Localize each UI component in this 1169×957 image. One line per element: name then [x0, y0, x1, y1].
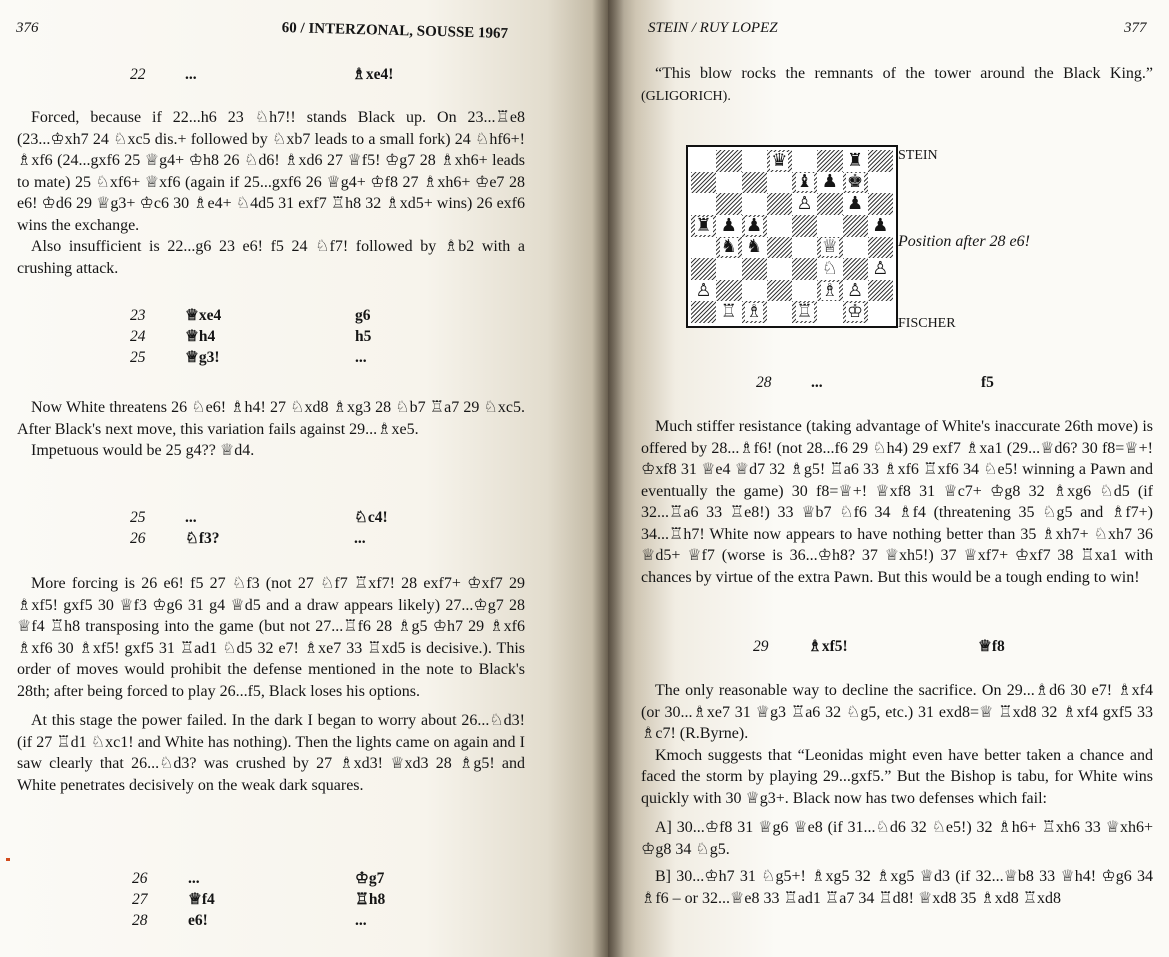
move-block-25 [0, 507, 600, 549]
white-move: ♘f3? [185, 530, 220, 547]
chess-piece: ♟ [720, 214, 737, 236]
paragraph: More forcing is 26 e6! f5 27 ♘f3 (not 27 ♘f7 ♖xf7! 28 exf7+ ♔xf7 29 ♗xf5! gxf5 30 ♕f3 ♔g6 31 g4 ♕d5 and a draw appears likely) 27...♔g7 28 ♕f4 ♖h8 transposing into the game (but not 27...♖f6 28 ♗g5 ♔h7 29 ♗xf6 ♗xf6 30 ♗xf5! gxf5 31 ♖ad1 ♘d5 32 e7! ♗xe7 33 ♖xd5 is decisive.). This order of moves would prohibit the defense mentioned in the note to Black's 28th; after being forced to play 26...f5, Black loses his options. [17, 575, 525, 700]
square-c7 [742, 172, 767, 194]
square-e8 [792, 150, 817, 172]
running-head: 60 / INTERZONAL, SOUSSE 1967 [281, 20, 509, 42]
white-move: ♕f4 [188, 891, 215, 908]
square-a5 [691, 215, 716, 237]
board-grid [691, 150, 893, 323]
chess-piece: ♝ [796, 171, 813, 193]
black-move: g6 [355, 307, 371, 324]
square-b6 [716, 193, 741, 215]
square-h8 [868, 150, 893, 172]
chess-piece: ♜ [847, 149, 864, 171]
chess-piece: ♕ [821, 236, 838, 258]
square-a1 [691, 301, 716, 323]
chess-piece: ♟ [821, 171, 838, 193]
square-c3 [742, 258, 767, 280]
square-c4 [742, 237, 767, 259]
square-h6 [868, 193, 893, 215]
move-block-29 [608, 636, 1169, 657]
diagram-caption: Position after 28 e6! [898, 233, 1030, 250]
square-g8 [843, 150, 868, 172]
square-c2 [742, 280, 767, 302]
move-row [0, 347, 600, 368]
square-f3 [817, 258, 842, 280]
black-move: f5 [981, 374, 994, 391]
white-move: ... [185, 509, 197, 526]
square-d1 [767, 301, 792, 323]
top-player-label: STEIN [898, 148, 938, 163]
square-c8 [742, 150, 767, 172]
page-number: 377 [1124, 20, 1147, 36]
square-f1 [817, 301, 842, 323]
move-row [0, 528, 600, 549]
square-h4 [868, 237, 893, 259]
book-gutter [592, 0, 624, 957]
white-move: ... [185, 66, 197, 83]
square-c1 [742, 301, 767, 323]
chess-piece: ♔ [847, 301, 864, 323]
move-number: 25 [130, 509, 146, 526]
chess-piece: ♟ [746, 214, 763, 236]
square-d7 [767, 172, 792, 194]
square-g2 [843, 280, 868, 302]
square-b3 [716, 258, 741, 280]
square-c5 [742, 215, 767, 237]
annotation-text [17, 573, 525, 796]
page-number: 376 [16, 20, 39, 36]
paragraph: Forced, because if 22...h6 23 ♘h7!! stands Black up. On 23...♖e8 (23...♔xh7 24 ♘xc5 dis.+ followed by ♘xb7 leads to a small fork) 24 ♘hf6+! ♗xf6 (24...gxf6 25 ♕g4+ ♔h8 26 ♘d6! ♗xd6 27 ♕f5! ♔g7 28 ♗xh6+ leads to mate) 25 ♘xf6+ ♕xf6 (again if 25...gxf6 26 ♕g4+ ♔f8 27 ♗xh6+ ♔e7 28 e6! ♔d6 29 ♕g3+ ♔c6 30 ♗e4+ ♘4d5 31 exf7 ♖h8 32 ♗xd5+ wins) 26 exf6 wins the exchange. [17, 109, 525, 234]
white-move: ♕g3! [185, 349, 220, 366]
square-e5 [792, 215, 817, 237]
annotation-text [641, 680, 1153, 909]
chess-piece: ♗ [746, 301, 763, 323]
chess-piece: ♜ [695, 214, 712, 236]
black-move: ♘c4! [354, 509, 388, 526]
paragraph: Much stiffer resistance (taking advantage of White's inaccurate 26th move) is offered by 28...♗f6! (not 28...f6 29 ♘h4) 29 exf7 ♗xa1 (29...♕d6? 30 f8=♕+! ♔xf8 31 ♕e4 ♕d7 32 ♗g5! ♖a6 33 ♗xf6 ♖xf6 34 ♘e5! winning a Pawn and eventually the game) 30 f8=♕+! ♕xf8 31 ♕c7+ ♔g8 32 ♗xg6 ♘d5 (if 32...♖a6 33 ♖e8!) 33 ♕b7 ♘f6 34 ♗f4 (threatening 35 ♘g5 and ♗f7+) 34...♖h7! White now appears to have nothing better than 35 ♗xh7+ ♘xh7 36 ♕d5+ ♕f7 (worse is 36...♔h8? 37 ♕xh5!) 37 ♕xf7+ ♔xf7 38 ♖xa1 with chances by virtue of the extra Pawn. But this would be a tough ending to win! [641, 418, 1153, 586]
square-g6 [843, 193, 868, 215]
square-f5 [817, 215, 842, 237]
move-number: 26 [132, 870, 148, 887]
chess-piece: ♞ [746, 236, 763, 258]
paragraph: At this stage the power failed. In the dark I began to worry about 26...♘d3! (if 27 ♖d1 ♘xc1! and White has nothing). Then the lights came on again and I saw clearly that 26...♘d3? was crushed by 27 ♗xd3! ♕xd3 28 ♗g5! and White penetrates decisively on the weak dark squares. [17, 712, 525, 794]
move-row [0, 868, 600, 889]
paragraph: Impetuous would be 25 g4?? ♕d4. [31, 442, 255, 459]
square-b7 [716, 172, 741, 194]
move-number: 26 [130, 530, 146, 547]
move-number: 28 [756, 374, 772, 391]
square-e1 [792, 301, 817, 323]
square-e2 [792, 280, 817, 302]
white-move: e6! [188, 912, 208, 929]
chess-piece: ♙ [847, 279, 864, 301]
square-g3 [843, 258, 868, 280]
square-d6 [767, 193, 792, 215]
black-move: ... [355, 349, 367, 366]
white-move: ... [188, 870, 200, 887]
white-move: ♕h4 [185, 328, 216, 345]
square-e7 [792, 172, 817, 194]
square-h2 [868, 280, 893, 302]
square-c6 [742, 193, 767, 215]
chess-piece: ♙ [695, 279, 712, 301]
chess-piece: ♙ [796, 193, 813, 215]
move-row [0, 910, 600, 931]
black-move: ... [355, 912, 367, 929]
right-page [608, 0, 1169, 957]
square-b1 [716, 301, 741, 323]
square-b5 [716, 215, 741, 237]
square-b2 [716, 280, 741, 302]
margin-mark [6, 858, 10, 861]
square-g1 [843, 301, 868, 323]
square-e3 [792, 258, 817, 280]
square-a8 [691, 150, 716, 172]
move-block-26 [0, 868, 600, 931]
square-f7 [817, 172, 842, 194]
black-move: ♕f8 [978, 638, 1005, 655]
annotation-text [641, 416, 1153, 588]
square-g7 [843, 172, 868, 194]
chess-piece: ♙ [872, 257, 889, 279]
paragraph: Kmoch suggests that “Leonidas might even have better taken a chance and faced the storm by playing 29...gxf5.” But the Bishop is tabu, for White wins quickly with 30 ♕g3+. Black now has two defenses which fail: [641, 746, 1153, 807]
square-f6 [817, 193, 842, 215]
move-row [0, 326, 600, 347]
paragraph: Now White threatens 26 ♘e6! ♗h4! 27 ♘xd8 ♗xg3 28 ♘b7 ♖a7 29 ♘xc5. After Black's next move, this variation fails against 29...♗xe5. [17, 399, 525, 438]
paragraph: The only reasonable way to decline the sacrifice. On 29...♗d6 30 e7! ♗xf4 (or 30...♗xe7 31 ♕g3 ♖a6 32 ♘g5, etc.) 31 exd8=♕ ♖xd8 32 ♗xf4 gxf5 33 ♗c7! (R.Byrne). [641, 682, 1153, 742]
bottom-player-label: FISCHER [898, 316, 956, 331]
chess-piece: ♟ [847, 193, 864, 215]
square-f4 [817, 237, 842, 259]
move-row [608, 636, 1169, 657]
square-h7 [868, 172, 893, 194]
square-f2 [817, 280, 842, 302]
square-a6 [691, 193, 716, 215]
move-number: 25 [130, 349, 146, 366]
move-block-28 [608, 372, 1169, 393]
black-move: ♖h8 [355, 891, 386, 908]
move-number: 27 [132, 891, 148, 908]
move-number: 29 [753, 638, 769, 655]
move-row [0, 64, 600, 85]
square-a2 [691, 280, 716, 302]
white-move: ... [811, 374, 823, 391]
annotation-text [17, 107, 525, 279]
chess-piece: ♛ [771, 149, 788, 171]
square-h1 [868, 301, 893, 323]
chess-piece: ♗ [821, 279, 838, 301]
black-move: ... [354, 530, 366, 547]
square-b4 [716, 237, 741, 259]
black-move: ♗xe4! [352, 66, 394, 83]
chess-piece: ♖ [796, 301, 813, 323]
running-head: STEIN / RUY LOPEZ [648, 20, 778, 36]
square-d2 [767, 280, 792, 302]
move-row [0, 507, 600, 528]
square-d4 [767, 237, 792, 259]
square-d5 [767, 215, 792, 237]
variation-a: A] 30...♔f8 31 ♕g6 ♕e8 (if 31...♘d6 32 ♘e5!) 32 ♗h6+ ♖xh6 33 ♕xh6+ ♔g8 34 ♘g5. [641, 819, 1153, 858]
chess-piece: ♞ [720, 236, 737, 258]
move-number: 24 [130, 328, 146, 345]
move-number: 23 [130, 307, 146, 324]
black-move: ♔g7 [355, 870, 385, 887]
square-e4 [792, 237, 817, 259]
move-block-22 [0, 64, 600, 85]
black-move: h5 [355, 328, 372, 345]
move-number: 22 [130, 66, 146, 83]
move-number: 28 [132, 912, 148, 929]
quote-source: (GLIGORICH). [641, 88, 731, 104]
square-g5 [843, 215, 868, 237]
chess-diagram [686, 145, 898, 328]
move-row [0, 305, 600, 326]
move-block-23 [0, 305, 600, 368]
square-a7 [691, 172, 716, 194]
quote-text [641, 63, 1153, 107]
chess-piece: ♘ [821, 257, 838, 279]
square-d8 [767, 150, 792, 172]
square-h5 [868, 215, 893, 237]
chess-piece: ♚ [847, 171, 864, 193]
variation-b: B] 30...♔h7 31 ♘g5+! ♗xg5 32 ♗xg5 ♕d3 (if 32...♕b8 33 ♕h4! ♔g6 34 ♗f6 – or 32...♕e8 33 ♖ad1 ♖a7 34 ♖d8! ♕xd8 35 ♗xd8 ♖xd8 [641, 868, 1153, 907]
square-b8 [716, 150, 741, 172]
square-h3 [868, 258, 893, 280]
square-g4 [843, 237, 868, 259]
quote: “This blow rocks the remnants of the tower around the Black King.” [655, 65, 1153, 82]
move-row [0, 889, 600, 910]
white-move: ♗xf5! [808, 638, 848, 655]
square-f8 [817, 150, 842, 172]
quote-block [641, 63, 1153, 107]
chess-piece: ♟ [872, 214, 889, 236]
square-d3 [767, 258, 792, 280]
move-row [608, 372, 1169, 393]
white-move: ♕xe4 [185, 307, 222, 324]
annotation-text [17, 397, 525, 462]
square-a3 [691, 258, 716, 280]
square-a4 [691, 237, 716, 259]
square-e6 [792, 193, 817, 215]
chess-piece: ♖ [720, 301, 737, 323]
paragraph: Also insufficient is 22...g6 23 e6! f5 24 ♘f7! followed by ♗b2 with a crushing attack. [17, 238, 525, 277]
